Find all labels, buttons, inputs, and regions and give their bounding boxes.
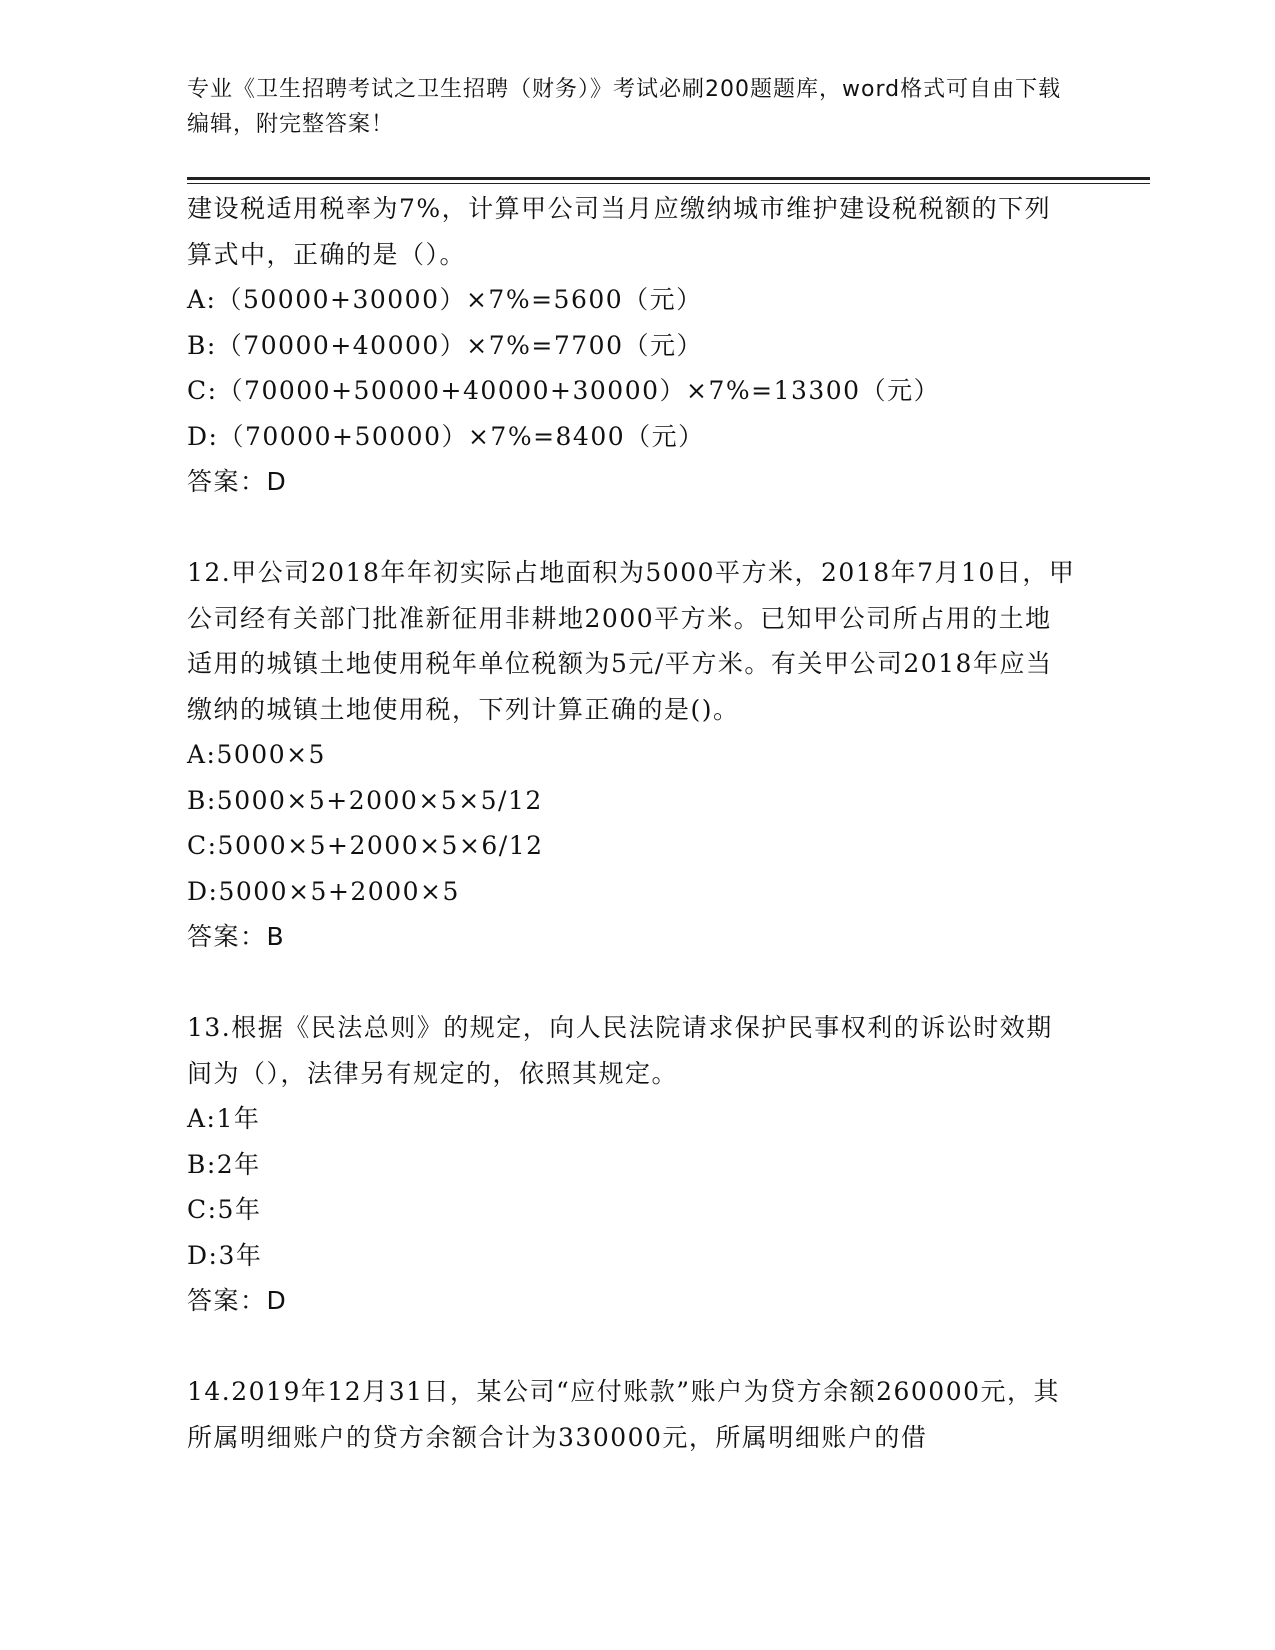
option-b: B:（70000+40000）×7%=7700（元） (187, 330, 703, 360)
option-c: C:（70000+50000+40000+30000）×7%=13300（元） (187, 376, 941, 405)
option-c: C:5000×5+2000×5×6/12 (187, 831, 544, 860)
option-a: A:1年 (187, 1104, 261, 1133)
spacer (187, 505, 1077, 551)
option-d: D:3年 (187, 1240, 263, 1270)
answer: 答案：D (187, 467, 288, 496)
question-stem: 14.2019年12月31日，某公司“应付账款”账户为贷方余额260000元，其所属明细账户的贷方余额合计为330000元，所属明细账户的借 (187, 1377, 1061, 1452)
spacer (187, 1324, 1077, 1370)
header-rule-thick (187, 177, 1150, 180)
question-14 (187, 1369, 1077, 1460)
option-d: D:5000×5+2000×5 (187, 876, 460, 906)
question-12 (187, 550, 1077, 960)
option-d: D:（70000+50000）×7%=8400（元） (187, 421, 705, 451)
option-a: A:（50000+30000）×7%=5600（元） (187, 285, 703, 314)
option-b: B:5000×5+2000×5×5/12 (187, 785, 543, 815)
option-c: C:5年 (187, 1195, 262, 1224)
question-stem: 建设税适用税率为7%，计算甲公司当月应缴纳城市维护建设税税额的下列算式中，正确的是（）。 (187, 194, 1052, 269)
question-stem: 13.根据《民法总则》的规定，向人民法院请求保护民事权利的诉讼时效期间为（），法律另有规定的，依照其规定。 (187, 1013, 1053, 1088)
document-header: 专业《卫生招聘考试之卫生招聘（财务）》考试必刷200题题库，word格式可自由下载编辑，附完整答案！ (187, 77, 1062, 137)
question-11 (187, 186, 1077, 505)
option-a: A:5000×5 (187, 740, 326, 769)
document-body (187, 186, 1077, 1460)
spacer (187, 960, 1077, 1006)
header-rule-thin (187, 183, 1150, 184)
answer: 答案：D (187, 1286, 288, 1315)
answer: 答案：B (187, 922, 286, 951)
question-13 (187, 1005, 1077, 1324)
question-stem: 12.甲公司2018年年初实际占地面积为5000平方米，2018年7月10日，甲公司经有关部门批准新征用非耕地2000平方米。已知甲公司所占用的土地适用的城镇土地使用税年单位税额为5元/平方米。有关甲公司2018年应当缴纳的城镇土地使用税，下列计算正确的是()。 (187, 558, 1076, 724)
option-b: B:2年 (187, 1149, 261, 1179)
